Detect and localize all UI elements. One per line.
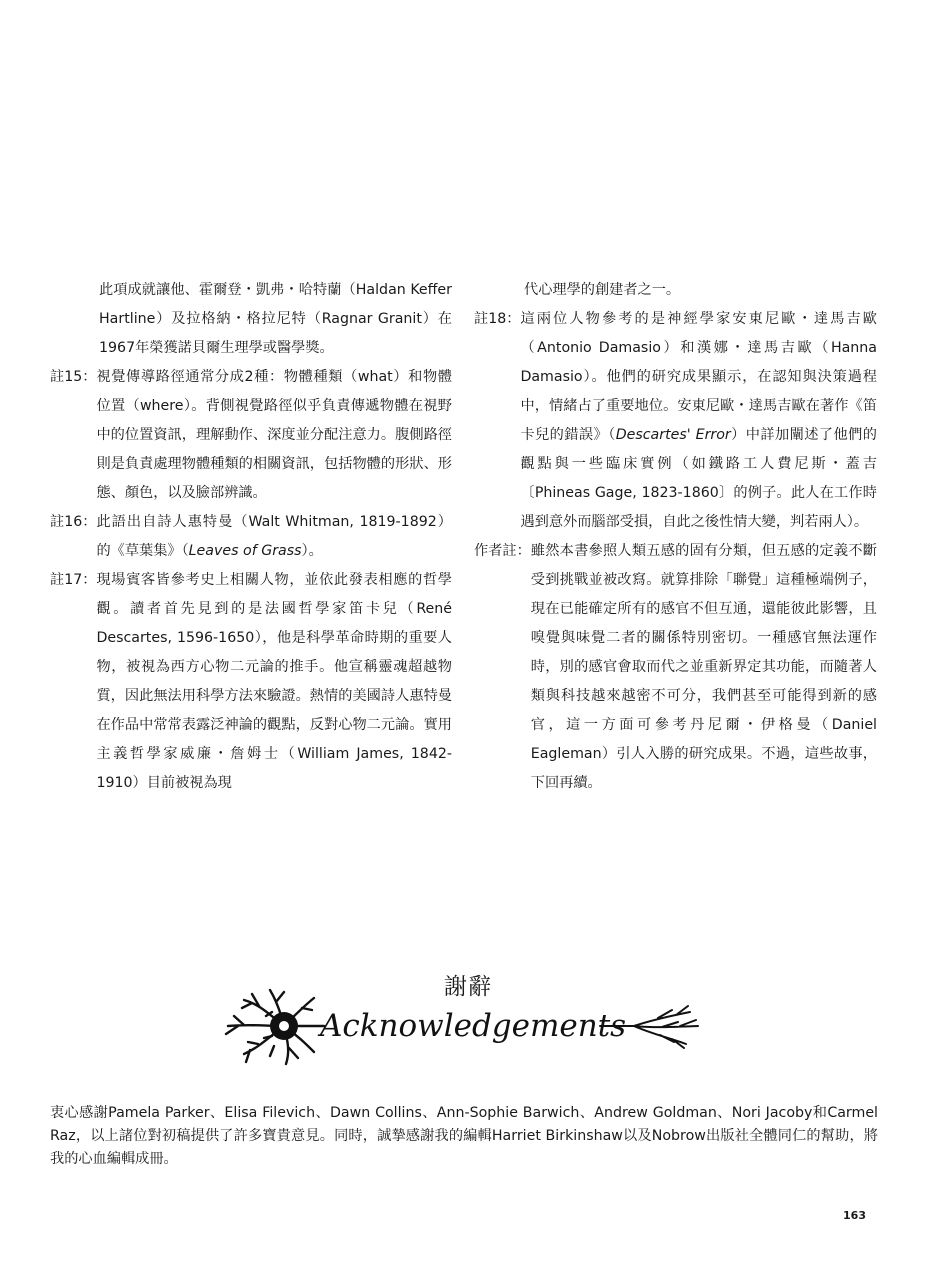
note-17-continuation: 代心理學的創建者之一。 [524, 282, 681, 298]
note-18-label: 註18： [474, 311, 521, 327]
note-16-italic-title: Leaves of Grass [188, 543, 302, 559]
note-18 [474, 305, 877, 537]
note-18-text-before: 這兩位人物參考的是神經學家安東尼歐・達馬吉歐（Antonio Damasio）和漢娜・達馬吉歐（Hanna Damasio）。他們的研究成果顯示，在認知與決策過程中，情緒占了重要地位。安東尼歐・達馬吉歐在著作《笛卡兒的錯誤》（ [520, 311, 877, 443]
page-number: 163 [843, 1209, 866, 1222]
note-16-body [96, 508, 452, 566]
note-15 [50, 363, 452, 508]
note-18-body [520, 305, 877, 537]
note-16-label: 註16： [50, 514, 97, 530]
note-16-text-after: ）。 [301, 543, 323, 559]
note-16 [50, 508, 452, 566]
note-15-label: 註15： [50, 369, 97, 385]
note-15-text: 視覺傳導路徑通常分成2種：物體種類（what）和物體位置（where）。背側視覺路徑似乎負責傳遞物體在視野中的位置資訊，理解動作、深度並分配注意力。腹側路徑則是負責處理物體種類的相關資訊，包括物體的形狀、形態、顏色，以及臉部辨識。 [96, 369, 452, 501]
author-note [474, 537, 877, 798]
note-16-text-before: 此語出自詩人惠特曼（Walt Whitman, 1819-1892）的《草葉集》（ [96, 514, 452, 559]
note-17-label: 註17： [50, 572, 97, 588]
acknowledgements-banner [214, 986, 706, 1066]
left-column [50, 276, 452, 798]
neuron-icon [226, 990, 324, 1064]
acknowledgements-heading: 謝辭 [444, 974, 492, 1000]
acknowledgements-wordmark: Acknowledgements [320, 1008, 627, 1044]
right-column [474, 276, 877, 798]
author-note-text: 雖然本書參照人類五感的固有分類，但五感的定義不斷受到挑戰並被改寫。就算排除「聯覺」這種極端例子，現在已能確定所有的感官不但互通，還能彼此影響，且嗅覺與味覺二者的關係特別密切。一種感官無法運作時，別的感官會取而代之並重新界定其功能，而隨著人類與科技越來越密不可分，我們甚至可能得到新的感官，這一方面可參考丹尼爾・伊格曼（Daniel Eagleman）引人入勝的研究成果。不過，這些故事，下回再續。 [530, 543, 877, 791]
note-17-text: 現場賓客皆參考史上相關人物，並依此發表相應的哲學觀。讀者首先見到的是法國哲學家笛卡兒（René Descartes, 1596-1650），他是科學革命時期的重要人物，被視為西方心物二元論的推手。他宣稱靈魂超越物質，因此無法用科學方法來驗證。熱情的美國詩人惠特曼在作品中常常表露泛神論的觀點，反對心物二元論。實用主義哲學家威廉・詹姆士（William James, 1842-1910）目前被視為現 [96, 572, 452, 791]
note-18-italic-title: Descartes' Error [615, 427, 731, 443]
acknowledgements-text: 衷心感謝Pamela Parker、Elisa Filevich、Dawn Collins、Ann-Sophie Barwich、Andrew Goldman、Nori Jacoby和Carmel Raz，以上諸位對初稿提供了許多寶貴意見。同時，誠摯感謝我的編輯Harriet Birkinshaw以及Nobrow出版社全體同仁的幫助，將我的心血編輯成冊。 [50, 1105, 878, 1167]
author-note-label: 作者註： [474, 543, 531, 559]
note-18-text-after: ）中詳加闡述了他們的觀點與一些臨床實例（如鐵路工人費尼斯・蓋吉〔Phineas Gage, 1823-1860〕的例子。此人在工作時遇到意外而腦部受損，自此之後性情大變，判若兩人）。 [520, 427, 877, 530]
note-17 [50, 566, 452, 798]
note-14-continuation: 此項成就讓他、霍爾登・凱弗・哈特蘭（Haldan Keffer Hartline）及拉格納・格拉尼特（Ragnar Granit）在1967年榮獲諾貝爾生理學或醫學獎。 [99, 282, 452, 356]
